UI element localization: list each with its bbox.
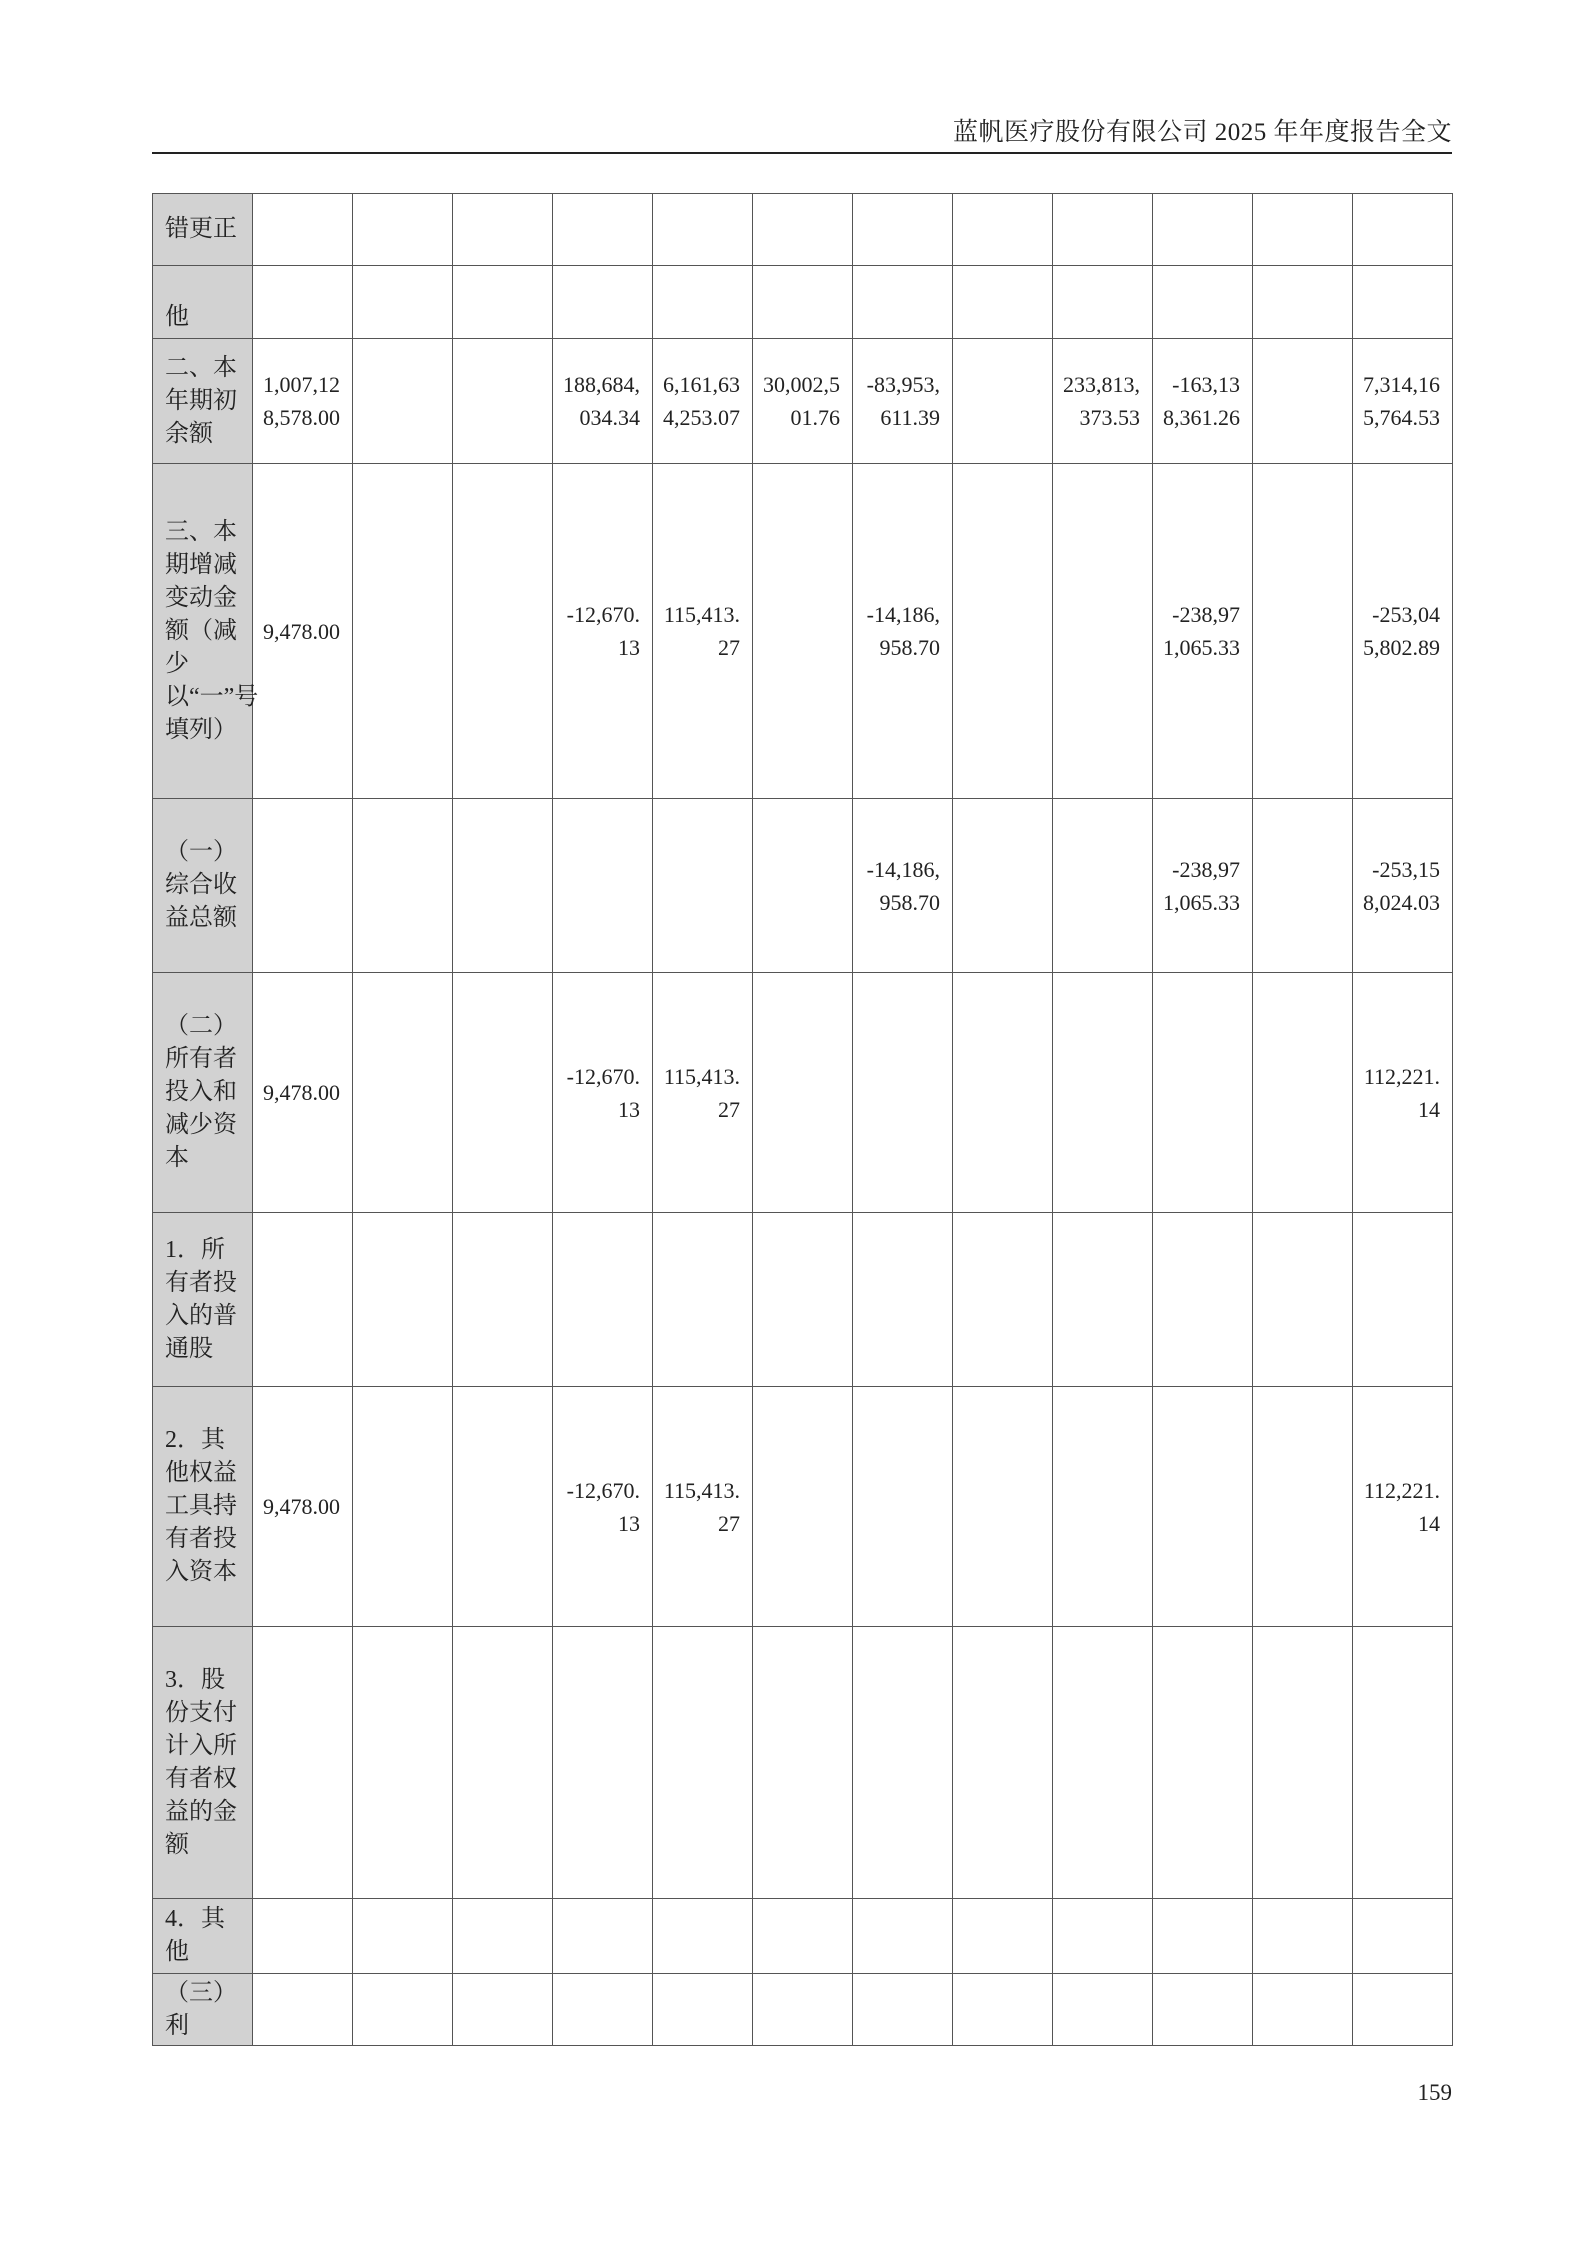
value-cell: 7,314,165,764.53 [1353, 339, 1453, 464]
value-cell [753, 799, 853, 973]
value-cell [453, 1213, 553, 1387]
value-cell [253, 1627, 353, 1899]
value-cell [453, 339, 553, 464]
value-cell [853, 1387, 953, 1627]
row-label: 三、本期增减变动金额（减少以“一”号填列） [153, 464, 253, 799]
value-cell: -253,158,024.03 [1353, 799, 1453, 973]
value-cell [953, 1213, 1053, 1387]
row-label: （一）综合收益总额 [153, 799, 253, 973]
value-cell: 9,478.00 [253, 973, 353, 1213]
value-cell [453, 1627, 553, 1899]
value-cell [753, 464, 853, 799]
value-cell [953, 799, 1053, 973]
value-cell [553, 1213, 653, 1387]
value-cell [653, 1974, 753, 2046]
value-cell [1153, 1213, 1253, 1387]
value-cell [1353, 1974, 1453, 2046]
value-cell: -83,953,611.39 [853, 339, 953, 464]
value-cell [1153, 194, 1253, 266]
value-cell [353, 799, 453, 973]
value-cell [953, 339, 1053, 464]
value-cell [1053, 1974, 1153, 2046]
value-cell [353, 464, 453, 799]
value-cell: 9,478.00 [253, 1387, 353, 1627]
value-cell [1153, 1974, 1253, 2046]
value-cell [453, 266, 553, 339]
value-cell [1253, 1627, 1353, 1899]
value-cell [753, 266, 853, 339]
value-cell: 112,221.14 [1353, 973, 1453, 1213]
value-cell [453, 799, 553, 973]
value-cell [653, 266, 753, 339]
table-row [153, 1974, 1453, 2046]
value-cell [953, 1974, 1053, 2046]
value-cell [1153, 266, 1253, 339]
value-cell: 6,161,634,253.07 [653, 339, 753, 464]
table-row [153, 1899, 1453, 1974]
value-cell [453, 1899, 553, 1974]
value-cell [353, 1974, 453, 2046]
value-cell [953, 266, 1053, 339]
value-cell [953, 973, 1053, 1213]
value-cell [253, 1899, 353, 1974]
value-cell: -12,670.13 [553, 1387, 653, 1627]
value-cell [253, 799, 353, 973]
value-cell [353, 1213, 453, 1387]
value-cell [1253, 194, 1353, 266]
row-label: 2．其他权益工具持有者投入资本 [153, 1387, 253, 1627]
value-cell: -12,670.13 [553, 973, 653, 1213]
value-cell [353, 1627, 453, 1899]
value-cell: 115,413.27 [653, 973, 753, 1213]
value-cell [853, 1974, 953, 2046]
value-cell [1253, 266, 1353, 339]
value-cell [953, 1899, 1053, 1974]
value-cell [253, 1213, 353, 1387]
value-cell: -14,186,958.70 [853, 799, 953, 973]
value-cell [553, 1627, 653, 1899]
value-cell: 188,684,034.34 [553, 339, 653, 464]
value-cell [353, 1387, 453, 1627]
value-cell [553, 799, 653, 973]
table-row [153, 799, 1453, 973]
table-row [153, 1387, 1453, 1627]
value-cell [1253, 1974, 1353, 2046]
value-cell [553, 266, 653, 339]
row-label: 错更正 [153, 194, 253, 266]
table-row [153, 339, 1453, 464]
value-cell: -12,670.13 [553, 464, 653, 799]
value-cell [653, 1627, 753, 1899]
value-cell [753, 1974, 853, 2046]
value-cell [653, 1213, 753, 1387]
table-row [153, 1627, 1453, 1899]
page-number: 159 [1417, 2080, 1452, 2105]
value-cell: 115,413.27 [653, 1387, 753, 1627]
value-cell [1053, 799, 1153, 973]
value-cell [1253, 799, 1353, 973]
value-cell [1253, 339, 1353, 464]
value-cell: -14,186,958.70 [853, 464, 953, 799]
value-cell [953, 194, 1053, 266]
value-cell [1353, 266, 1453, 339]
value-cell [1053, 194, 1153, 266]
value-cell [1053, 266, 1153, 339]
value-cell [953, 1627, 1053, 1899]
equity-changes-table [152, 193, 1453, 2046]
value-cell [453, 973, 553, 1213]
table-row [153, 973, 1453, 1213]
value-cell [353, 1899, 453, 1974]
value-cell [253, 1974, 353, 2046]
value-cell [853, 1213, 953, 1387]
value-cell [653, 1899, 753, 1974]
value-cell [753, 1627, 853, 1899]
value-cell [553, 1974, 653, 2046]
value-cell [1253, 1387, 1353, 1627]
value-cell [953, 1387, 1053, 1627]
row-label: （三）利 [153, 1974, 253, 2046]
value-cell [1053, 464, 1153, 799]
row-label: 3．股份支付计入所有者权益的金额 [153, 1627, 253, 1899]
row-label: 二、本年期初余额 [153, 339, 253, 464]
row-label: 4．其他 [153, 1899, 253, 1974]
value-cell: -238,971,065.33 [1153, 799, 1253, 973]
value-cell: 9,478.00 [253, 464, 353, 799]
value-cell [653, 194, 753, 266]
report-title: 蓝帆医疗股份有限公司 2025 年年度报告全文 [952, 119, 1452, 146]
value-cell: 112,221.14 [1353, 1387, 1453, 1627]
value-cell [253, 266, 353, 339]
value-cell [1253, 973, 1353, 1213]
report-header [152, 108, 1452, 154]
value-cell [1253, 464, 1353, 799]
value-cell [853, 266, 953, 339]
value-cell [1053, 973, 1153, 1213]
value-cell [1353, 1899, 1453, 1974]
value-cell [1353, 1213, 1453, 1387]
value-cell [453, 194, 553, 266]
value-cell [1253, 1899, 1353, 1974]
value-cell [753, 973, 853, 1213]
row-label: 他 [153, 266, 253, 339]
value-cell [853, 194, 953, 266]
value-cell [1053, 1213, 1153, 1387]
value-cell [753, 1899, 853, 1974]
table-row [153, 464, 1453, 799]
value-cell [853, 1899, 953, 1974]
value-cell [653, 799, 753, 973]
value-cell [753, 194, 853, 266]
value-cell [553, 194, 653, 266]
value-cell: 233,813,373.53 [1053, 339, 1153, 464]
value-cell [853, 973, 953, 1213]
value-cell [1253, 1213, 1353, 1387]
value-cell: 30,002,501.76 [753, 339, 853, 464]
value-cell: 115,413.27 [653, 464, 753, 799]
value-cell: -253,045,802.89 [1353, 464, 1453, 799]
value-cell [753, 1387, 853, 1627]
value-cell [853, 1627, 953, 1899]
value-cell: -238,971,065.33 [1153, 464, 1253, 799]
value-cell [1353, 194, 1453, 266]
value-cell: -163,138,361.26 [1153, 339, 1253, 464]
value-cell [453, 1974, 553, 2046]
value-cell [953, 464, 1053, 799]
value-cell [1053, 1387, 1153, 1627]
value-cell [1153, 973, 1253, 1213]
row-label: 1．所有者投入的普通股 [153, 1213, 253, 1387]
value-cell [253, 194, 353, 266]
table-row [153, 266, 1453, 339]
value-cell [353, 339, 453, 464]
value-cell [453, 1387, 553, 1627]
value-cell [353, 194, 453, 266]
value-cell [353, 266, 453, 339]
row-label: （二）所有者投入和减少资本 [153, 973, 253, 1213]
value-cell [1153, 1899, 1253, 1974]
value-cell [1353, 1627, 1453, 1899]
value-cell [453, 464, 553, 799]
value-cell: 1,007,128,578.00 [253, 339, 353, 464]
value-cell [1053, 1627, 1153, 1899]
value-cell [353, 973, 453, 1213]
value-cell [1153, 1387, 1253, 1627]
value-cell [753, 1213, 853, 1387]
table-row [153, 1213, 1453, 1387]
value-cell [553, 1899, 653, 1974]
value-cell [1053, 1899, 1153, 1974]
value-cell [1153, 1627, 1253, 1899]
table-row [153, 194, 1453, 266]
